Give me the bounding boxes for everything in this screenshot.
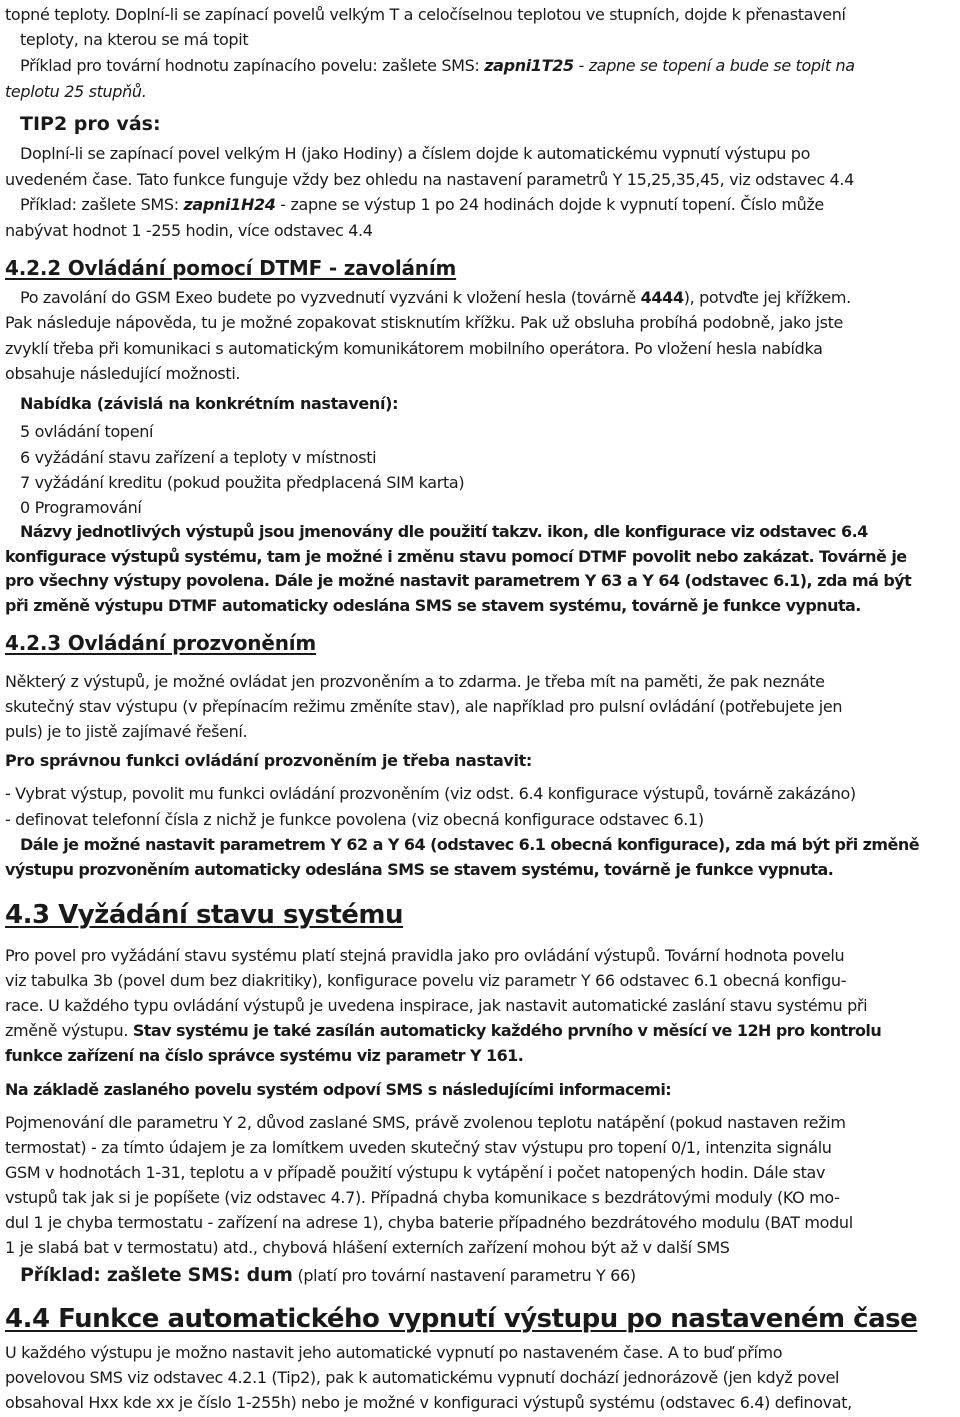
paragraph-line: Pak následuje nápověda, tu je možné zopakovat stisknutím křížku. Pak už obsluha probíhá podobně, jako jste: [5, 313, 843, 332]
paragraph-line: 1 je slabá bat v termostatu) atd., chybová hlášení externích zařízení mohou být až v další SMS: [5, 1238, 730, 1257]
example-line: teplotu 25 stupňů.: [5, 82, 147, 101]
paragraph-line: puls) je to jistě zajímavé řešení.: [5, 722, 248, 741]
paragraph-line: topné teploty. Doplní-li se zapínací povelů velkým T a celočíselnou teplotou ve stupních, dojde k přenastavení: [5, 5, 846, 24]
section-heading-vypnuti: 4.4 Funkce automatického vypnutí výstupu po nastaveném čase: [5, 1304, 918, 1334]
section-heading-dtmf: 4.2.2 Ovládání pomocí DTMF - zavoláním: [5, 256, 457, 280]
paragraph-line: zvyklí třeba při komunikaci s automatickým komunikátorem mobilního operátora. Po vložení hesla nabídka: [5, 339, 823, 358]
list-item: - Vybrat výstup, povolit mu funkci ovládání prozvoněním (viz odst. 6.4 konfigurace výstupů, továrně zakázáno): [5, 784, 856, 803]
example-note: (platí pro tovární nastavení parametru Y 66): [297, 1266, 636, 1285]
example-command: Příklad: zašlete SMS: dum: [20, 1264, 293, 1286]
bold-note-line: při změně výstupu DTMF automaticky odeslána SMS se stavem systému, továrně je funkce vypnuta.: [5, 596, 861, 615]
menu-item: 5 ovládání topení: [20, 422, 154, 441]
paragraph-line: termostat) - za tímto údajem je za lomítkem uveden skutečný stav výstupu pro topení 0/1, intenzita signálu: [5, 1138, 832, 1157]
example-line: [20, 194, 957, 216]
paragraph-line: nabývat hodnot 1 -255 hodin, více odstavec 4.4: [5, 221, 373, 240]
sms-command: zapni1T25: [484, 56, 574, 75]
example-text: - zapne se výstup 1 po 24 hodinách dojde k vypnutí topení. Číslo může: [275, 195, 824, 214]
subheading: Pro správnou funkci ovládání prozvoněním je třeba nastavit:: [5, 751, 532, 770]
bold-note-line: Dále je možné nastavit parametrem Y 62 a Y 64 (odstavec 6.1 obecná konfigurace), zda má být při změně: [20, 835, 919, 854]
paragraph-line: Po zavolání do GSM Exeo budete po vyzvednutí vyzváni k vložení hesla (továrně 4444), potvďte jej křížkem.: [20, 288, 851, 307]
list-item: - definovat telefonní čísla z nichž je funkce povolena (viz obecná konfigurace odstavec 6.1): [5, 810, 704, 829]
paragraph-line: dul 1 je chyba termostatu - zařízení na adrese 1), chyba baterie případného bezdrátového modulu (BAT modul: [5, 1213, 853, 1232]
bold-note-line: Názvy jednotlivých výstupů jsou jmenovány dle použití takzv. ikon, dle konfigurace viz odstavec 6.4: [20, 522, 868, 541]
sms-command: zapni1H24: [183, 195, 276, 214]
subheading: Na základě zaslaného povelu systém odpoví SMS s následujícími informacemi:: [5, 1080, 672, 1099]
example-text: Příklad: zašlete SMS:: [20, 195, 184, 214]
example-line: [20, 1264, 957, 1287]
paragraph-line: race. U každého typu ovládání výstupů je uvedena inspirace, jak nastavit automatické zaslání stavu systému při: [5, 996, 868, 1015]
example-text: - zapne se topení a bude se topit na: [573, 56, 855, 75]
bold-note-line: výstupu prozvoněním automaticky odeslána SMS se stavem systému, továrně je funkce vypnuta.: [5, 860, 834, 879]
paragraph-line: skutečný stav výstupu (v přepínacím režimu změníte stav), ale například pro pulsní ovládání (potřebujete jen: [5, 697, 843, 716]
paragraph-line: uvedeném čase. Tato funkce funguje vždy bez ohledu na nastavení parametrů Y 15,25,35,45, viz odstavec 4.4: [5, 170, 854, 189]
default-password: 4444: [640, 288, 684, 307]
tip-heading: TIP2 pro vás:: [20, 113, 161, 135]
paragraph-line: obsahoval Hxx kde xx je číslo 1-255h) nebo je možné v konfiguraci výstupů systému (odstavec 6.4) definovat,: [5, 1393, 852, 1412]
section-heading-stav: 4.3 Vyžádání stavu systému: [5, 900, 404, 930]
example-text: Příklad pro tovární hodnotu zapínacího povelu: zašlete SMS:: [20, 56, 485, 75]
menu-heading: Nabídka (závislá na konkrétním nastavení):: [20, 394, 399, 413]
paragraph-line: U každého výstupu je možno nastavit jeho automatické vypnutí po nastaveném čase. A to buď přímo: [5, 1343, 783, 1362]
section-heading-prozvoneni: 4.2.3 Ovládání prozvoněním: [5, 631, 317, 655]
paragraph-line: obsahuje následující možnosti.: [5, 364, 241, 383]
bold-note-line: pro všechny výstupy povolena. Dále je možné nastavit parametrem Y 63 a Y 64 (odstavec 6.1), zda má být: [5, 571, 912, 590]
paragraph-line: viz tabulka 3b (povel dum bez diakritiky), konfigurace povelu viz parametr Y 66 odstavec 6.1 obecná konfigu-: [5, 971, 847, 990]
menu-item: 6 vyžádání stavu zařízení a teploty v místnosti: [20, 448, 377, 467]
paragraph-line: vstupů tak jak si je popíšete (viz odstavec 4.7). Případná chyba komunikace s bezdrátovými moduly (KO mo-: [5, 1188, 840, 1207]
menu-item: 7 vyžádání kreditu (pokud použita předplacená SIM karta): [20, 473, 465, 492]
bold-note-line: funkce zařízení na číslo správce systému viz parametr Y 161.: [5, 1046, 524, 1065]
menu-item: 0 Programování: [20, 498, 142, 517]
paragraph-line: Některý z výstupů, je možné ovládat jen prozvoněním a to zdarma. Je třeba mít na paměti, že pak neznáte: [5, 672, 825, 691]
paragraph-line: změně výstupu. Stav systému je také zasílán automaticky každého prvního v měsící ve 12H pro kontrolu: [5, 1021, 882, 1040]
paragraph-line: povelovou SMS viz odstavec 4.2.1 (Tip2), pak k automatickému vypnutí dochází jednorázově (jen když povel: [5, 1368, 840, 1387]
paragraph-line: Pojmenování dle parametru Y 2, důvod zaslané SMS, právě zvolenou teplotu natápění (pokud nastaven režim: [5, 1113, 846, 1132]
paragraph-line: Pro povel pro vyžádání stavu systému platí stejná pravidla jako pro ovládání výstupů. Tovární hodnota povelu: [5, 946, 845, 965]
example-line: [20, 55, 957, 77]
paragraph-line: teploty, na kterou se má topit: [20, 30, 249, 49]
bold-note-line: konfigurace výstupů systému, tam je možné i změnu stavu pomocí DTMF povolit nebo zakázat. Továrně je: [5, 547, 907, 566]
paragraph-line: Doplní-li se zapínací povel velkým H (jako Hodiny) a číslem dojde k automatickému vypnutí výstupu po: [20, 144, 811, 163]
paragraph-line: GSM v hodnotách 1-31, teplotu a v případě použití výstupu k vytápění i počet natopených hodin. Dále stav: [5, 1163, 826, 1182]
